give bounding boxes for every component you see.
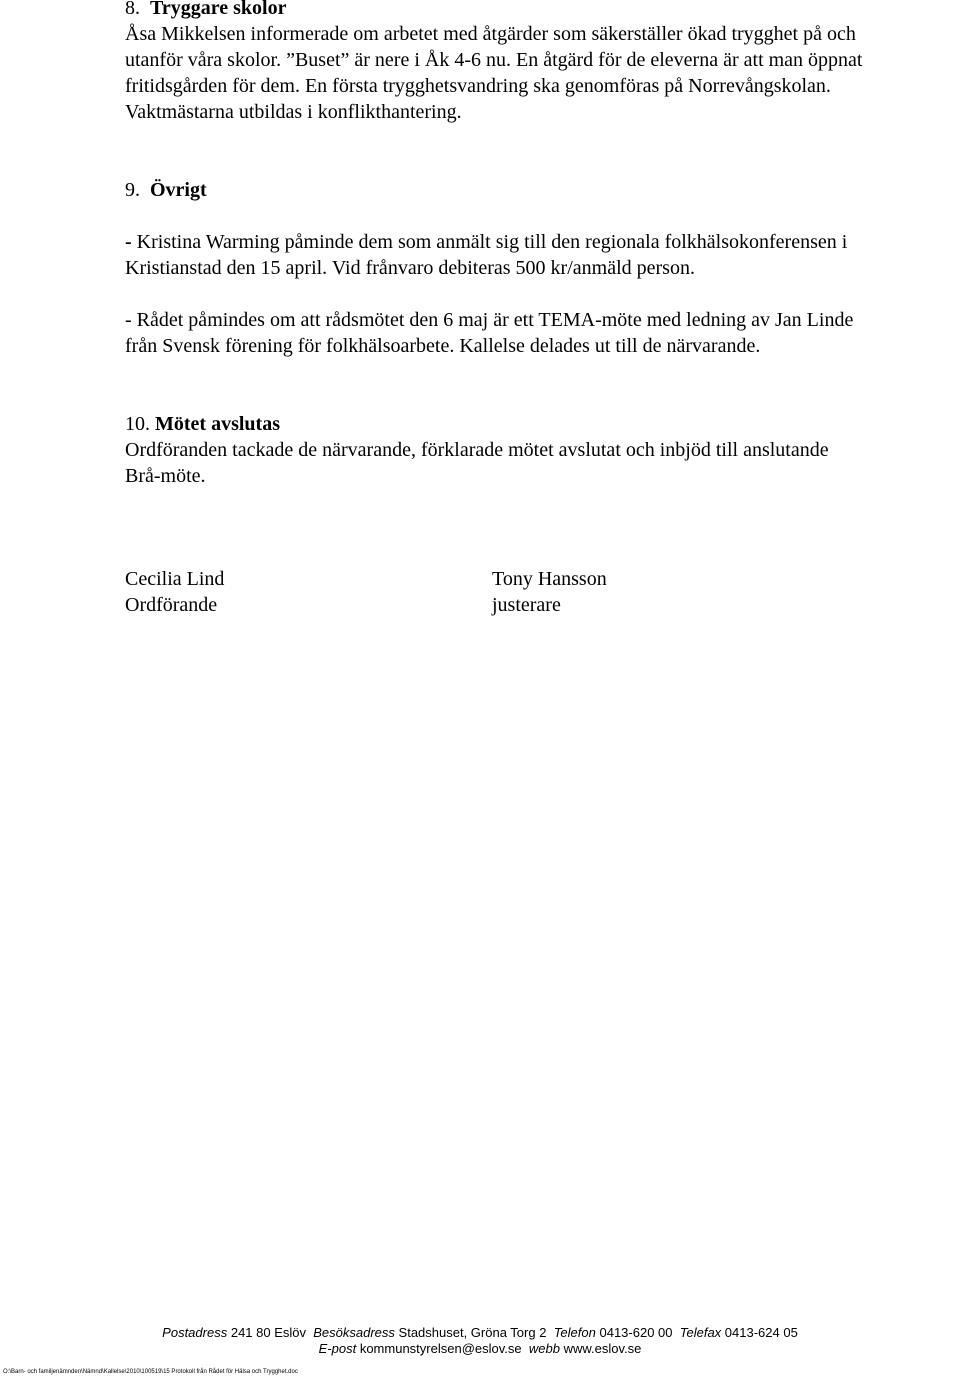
footer-contact-line <box>0 1340 960 1357</box>
section-8-line: fritidsgården för dem. En första trygghetsvandring ska genomföras på Norrevångskolan. <box>125 75 831 97</box>
section-9-title: Övrigt <box>150 179 207 201</box>
section-10-number: 10. <box>125 413 150 435</box>
section-8-line: Vaktmästarna utbildas i konflikthantering. <box>125 101 462 123</box>
footer-epost-label: E-post <box>318 1341 357 1356</box>
section-10-title: Mötet avslutas <box>155 413 280 435</box>
section-10-line: Ordföranden tackade de närvarande, förklarade mötet avslutat och inbjöd till anslutande <box>125 439 829 461</box>
footer-besoksadress-label: Besöksadress <box>313 1325 395 1340</box>
signature-right <box>492 566 607 618</box>
section-9-p2-line-1: - Rådet påmindes om att rådsmötet den 6 maj är ett TEMA-möte med ledning av Jan Linde <box>125 309 854 331</box>
section-9-heading <box>125 177 945 203</box>
bullet-dash: - <box>125 231 132 253</box>
section-8-number: 8. <box>125 0 140 19</box>
section-8-heading <box>125 0 945 21</box>
signature-role: justerare <box>492 594 561 616</box>
section-8-title: Tryggare skolor <box>150 0 287 19</box>
footer-telefax-label: Telefax <box>679 1325 722 1340</box>
section-8 <box>125 0 945 125</box>
section-9-p1-line-2: Kristianstad den 15 april. Vid frånvaro debiteras 500 kr/anmäld person. <box>125 257 695 279</box>
section-9-paragraph-2 <box>125 307 945 359</box>
section-9-p1-line-1: - Kristina Warming påminde dem som anmält sig till den regionala folkhälsokonferensen i <box>125 231 848 253</box>
footer-epost-value: kommunstyrelsen@eslov.se <box>359 1341 522 1356</box>
section-10-heading <box>125 411 945 437</box>
footer-webb-value: www.eslov.se <box>563 1341 642 1356</box>
section-9-number: 9. <box>125 179 140 201</box>
section-9-p2-line-2: från Svensk förening för folkhälsoarbete. Kallelse delades ut till de närvarande. <box>125 335 761 357</box>
footer-postadress-value: 241 80 Eslöv <box>230 1325 307 1340</box>
signature-name: Tony Hansson <box>492 568 607 590</box>
signature-role: Ordförande <box>125 594 218 616</box>
footer-besoksadress-value: Stadshuset, Gröna Torg 2 <box>398 1325 547 1340</box>
section-10-line: Brå-möte. <box>125 465 206 487</box>
signature-name: Cecilia Lind <box>125 568 225 590</box>
section-9-paragraph-1 <box>125 229 945 281</box>
signature-left <box>125 566 224 618</box>
footer-telefon-label: Telefon <box>553 1325 596 1340</box>
footer-telefon-value: 0413-620 00 <box>599 1325 673 1340</box>
section-8-line: Åsa Mikkelsen informerade om arbetet med åtgärder som säkerställer ökad trygghet på och <box>125 23 856 45</box>
footer-address-line <box>0 1324 960 1341</box>
section-8-line: utanför våra skolor. ”Buset” är nere i Åk 4-6 nu. En åtgärd för de eleverna är att man öppnat <box>125 49 863 71</box>
section-10 <box>125 411 945 489</box>
section-9 <box>125 177 945 203</box>
footer-telefax-value: 0413-624 05 <box>724 1325 798 1340</box>
footer-webb-label: webb <box>528 1341 560 1356</box>
document-file-path: O:\Barn- och familjenämnden\Nämnd\Kallelse\2010\100519\15 Protokoll från Rådet för Hälsa och Trygghet.doc <box>3 1369 298 1375</box>
footer-postadress-label: Postadress <box>162 1325 228 1340</box>
